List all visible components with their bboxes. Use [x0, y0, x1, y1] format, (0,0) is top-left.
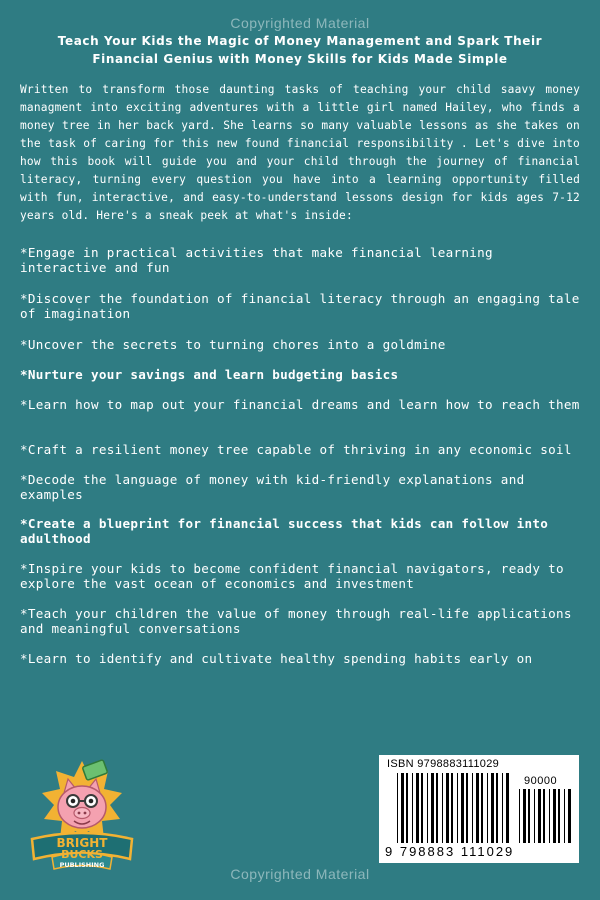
bullet-item: *Learn how to map out your financial dreams and learn how to reach them — [20, 397, 580, 412]
copyright-watermark-top: Copyrighted Material — [230, 15, 370, 31]
logo-name-line2: BUCKS — [61, 848, 103, 861]
logo-name-line1: BRIGHT — [56, 836, 108, 850]
bullet-item: *Decode the language of money with kid-friendly explanations and examples — [20, 472, 525, 502]
publisher-logo — [22, 755, 142, 875]
headline-line-1: Teach Your Kids the Magic of Money Management and Spark Their — [57, 34, 543, 48]
back-cover-headline — [18, 32, 582, 68]
logo-subtitle: PUBLISHING — [59, 861, 105, 869]
piggy-bank-icon — [22, 755, 142, 875]
bullet-item: *Learn to identify and cultivate healthy spending habits early on — [20, 651, 533, 666]
copyright-watermark-bottom: Copyrighted Material — [230, 866, 370, 882]
price-code: 90000 — [524, 775, 558, 787]
barcode-digits: 9 798883 111029 — [385, 844, 515, 859]
isbn-label: ISBN 9798883111029 — [387, 758, 500, 770]
bullet-item: *Nurture your savings and learn budgeting basics — [20, 367, 399, 382]
bullet-item: *Create a blueprint for financial success that kids can follow into adulthood — [20, 516, 549, 546]
bullet-item: *Inspire your kids to become confident financial navigators, ready to explore the vast ocean of economics and investment — [20, 561, 564, 591]
bullet-item: *Discover the foundation of financial literacy through an engaging tale of imagination — [20, 291, 580, 321]
bullet-item: *Engage in practical activities that make financial learning interactive and fun — [20, 245, 493, 275]
bullet-item: *Craft a resilient money tree capable of thriving in any economic soil — [20, 442, 572, 457]
intro-paragraph: Written to transform those daunting tasks of teaching your child saavy money managment into exciting adventures with a little girl named Hailey, who finds a money tree in her back yard. She learns so many valuable lessons as she takes on the task of caring for this new found financial responsibility . Let's dive into how this book will guide you and your child through the journey of financial literacy, turning every question you have into a learning opportunity filled with fun, interactive, and easy-to-understand lessons design for kids ages 7-12 years old. Here's a sneak peek at what's inside: — [20, 83, 580, 222]
price-barcode-bars — [519, 789, 571, 843]
headline-line-2: Financial Genius with Money Skills for Kids Made Simple — [92, 52, 508, 66]
bullet-item: *Uncover the secrets to turning chores into a goldmine — [20, 337, 446, 352]
isbn-barcode-block — [379, 755, 579, 863]
isbn-barcode-bars — [397, 773, 509, 843]
bullet-item: *Teach your children the value of money through real-life applications and meaningful conversations — [20, 606, 572, 636]
